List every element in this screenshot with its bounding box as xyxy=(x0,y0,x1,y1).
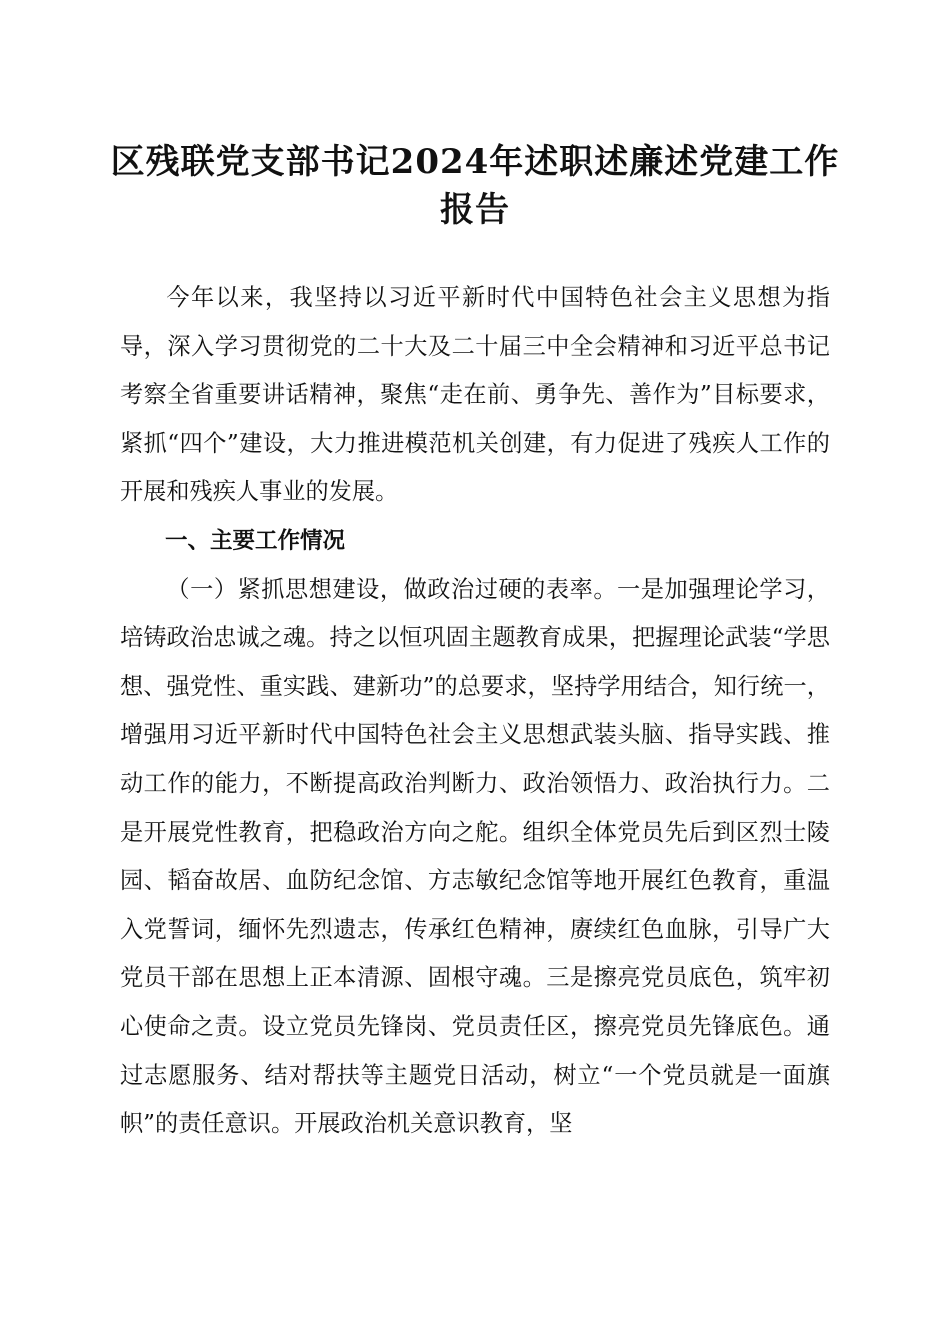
document-title: 区残联党支部书记2024年述职述廉述党建工作报告 xyxy=(110,142,840,230)
section-heading: 一、主要工作情况 xyxy=(165,527,346,554)
section-paragraph: （一）紧抓思想建设，做政治过硬的表率。一是加强理论学习，培铸政治忠诚之魂。持之以恒巩固主题教育成果，把握理论武装“学思想、强党性、重实践、建新功”的总要求，坚持学用结合，知行统一，增强用习近平新时代中国特色社会主义思想武装头脑、指导实践、推动工作的能力，不断提高政治判断力、政治领悟力、政治执行力。二是开展党性教育，把稳政治方向之舵。组织全体党员先后到区烈士陵园、韬奋故居、血防纪念馆、方志敏纪念馆等地开展红色教育，重温入党誓词，缅怀先烈遗志，传承红色精神，赓续红色血脉，引导广大党员干部在思想上正本清源、固根守魂。三是擦亮党员底色，筑牢初心使命之责。设立党员先锋岗、党员责任区，擦亮党员先锋底色。通过志愿服务、结对帮扶等主题党日活动，树立“一个党员就是一面旗帜”的责任意识。开展政治机关意识教育，坚 xyxy=(120,575,830,1138)
intro-paragraph: 今年以来，我坚持以习近平新时代中国特色社会主义思想为指导，深入学习贯彻党的二十大及二十届三中全会精神和习近平总书记考察全省重要讲话精神，聚焦“走在前、勇争先、善作为”目标要求，紧抓“四个”建设，大力推进模范机关创建，有力促进了残疾人工作的开展和残疾人事业的发展。 xyxy=(120,284,830,506)
document-body xyxy=(120,274,830,1149)
